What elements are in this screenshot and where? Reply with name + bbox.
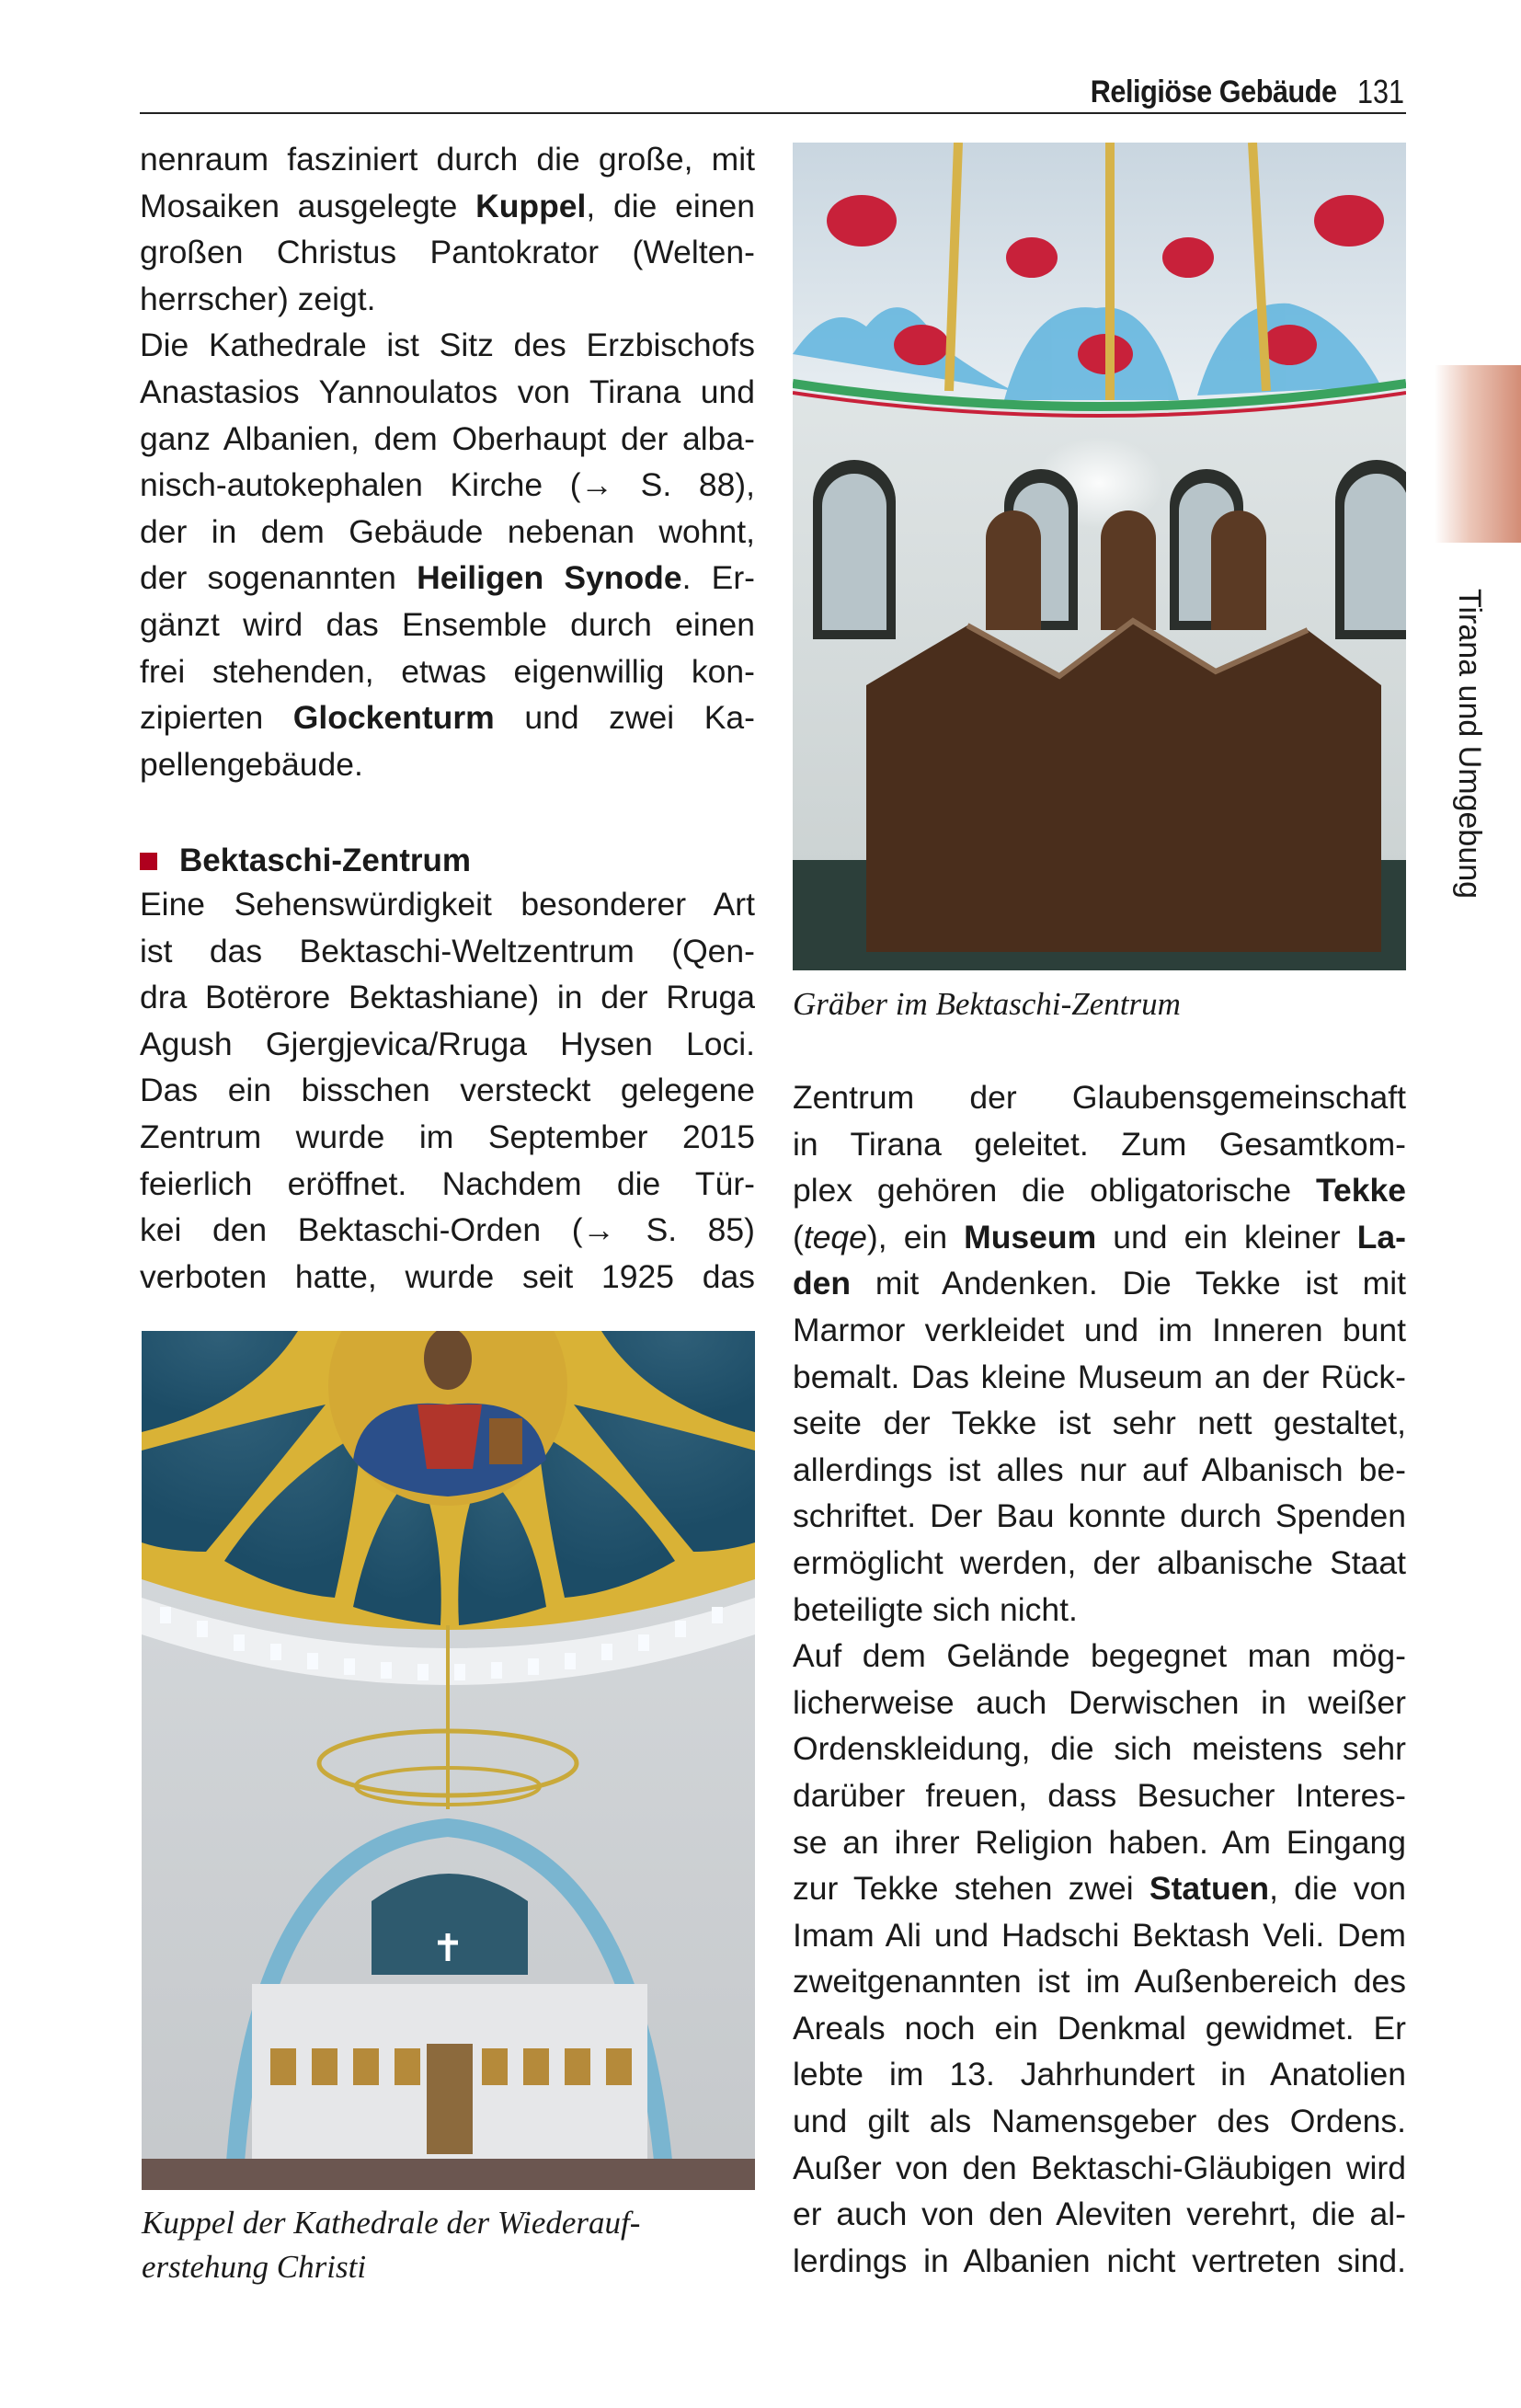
running-header-title: Religiöse Gebäude	[1091, 75, 1337, 109]
text-run: Zentrum der Glaubensgemeinschaft	[793, 1079, 1406, 1116]
left-column-text-part2	[140, 881, 755, 1300]
text-run: Mosaiken ausgelegte	[140, 187, 476, 224]
bold-keyword: Tekke	[1315, 1172, 1406, 1210]
bold-keyword: Museum	[964, 1218, 1097, 1256]
text-run: großen Christus Pantokrator (Welten-	[140, 234, 755, 271]
text-line	[793, 2238, 1406, 2285]
text-run: se an ihrer Religion haben. Am Eingang	[793, 1823, 1406, 1861]
text-run: Ordenskleidung, die sich meistens sehr	[793, 1730, 1406, 1768]
text-line	[793, 1633, 1406, 1680]
text-line	[140, 1161, 755, 1208]
text-line	[793, 1400, 1406, 1447]
text-line	[793, 1167, 1406, 1214]
text-line	[140, 462, 755, 509]
text-line	[140, 602, 755, 648]
text-line	[140, 183, 755, 230]
text-line	[140, 1207, 755, 1254]
text-run: plex gehören die obligatorische	[793, 1172, 1316, 1210]
text-run: (	[793, 1218, 804, 1256]
text-run: Eine Sehenswürdigkeit besonderer Art	[140, 886, 755, 923]
dome-caption-line-2: erstehung Christi	[142, 2249, 367, 2285]
tombs-photo-caption: Gräber im Bektaschi-Zentrum	[793, 986, 1181, 1022]
text-run: herrscher) zeigt.	[140, 280, 376, 317]
text-line	[793, 1772, 1406, 1819]
text-line	[793, 2005, 1406, 2052]
text-run: pellengebäude.	[140, 745, 363, 783]
text-line	[793, 1587, 1406, 1634]
text-run: und gilt als Namensgeber des Ordens.	[793, 2103, 1406, 2140]
bold-keyword: den	[793, 1265, 852, 1302]
section-heading-bektaschi	[140, 839, 471, 883]
text-run: und zwei Ka-	[494, 699, 755, 737]
text-line	[793, 1819, 1406, 1866]
text-run: Zentrum wurde im September 2015	[140, 1118, 755, 1155]
text-run: Das ein bisschen versteckt gelegene	[140, 1072, 755, 1109]
text-line	[140, 694, 755, 741]
text-line	[140, 555, 755, 602]
text-line	[140, 741, 755, 788]
text-run: Anastasios Yannoulatos von Tirana und	[140, 373, 755, 410]
bold-keyword: Kuppel	[475, 187, 587, 224]
text-run: darüber freuen, dass Besucher Interes-	[793, 1776, 1406, 1814]
text-run: Marmor verkleidet und im Inneren bunt	[793, 1311, 1406, 1348]
bold-keyword: Statuen	[1149, 1870, 1270, 1908]
chapter-thumb-tab	[1435, 365, 1521, 543]
text-line	[140, 648, 755, 695]
chapter-side-label	[1447, 589, 1492, 938]
text-line	[140, 974, 755, 1021]
page-number: 131	[1356, 73, 1404, 110]
text-line	[793, 2098, 1406, 2145]
text-run: in Tirana geleitet. Zum Gesamtkom-	[793, 1125, 1406, 1163]
text-line	[793, 1074, 1406, 1121]
text-run: licherweise auch Derwischen in weißer	[793, 1683, 1406, 1721]
bold-keyword: La-	[1356, 1218, 1406, 1256]
text-run: nenraum fasziniert durch die große, mit	[140, 141, 755, 178]
text-run: zweitgenannten ist im Außenbereich des	[793, 1963, 1406, 2001]
text-run: ermöglicht werden, der albanische Staat	[793, 1543, 1406, 1581]
section-marker-square-icon	[140, 853, 157, 870]
text-run: Außer von den Bektaschi-Gläubigen wird	[793, 2149, 1406, 2186]
section-heading-text: Bektaschi-Zentrum	[179, 843, 472, 878]
text-line	[793, 1214, 1406, 1261]
chapter-side-label-text: Tirana und Umgebung	[1452, 589, 1487, 900]
text-run: nisch-autokephalen Kirche (→ S. 88),	[140, 466, 755, 504]
text-run: Areals noch ein Denkmal gewidmet. Er	[793, 2009, 1406, 2047]
text-line	[793, 2191, 1406, 2238]
left-column-text-part1	[140, 136, 755, 787]
text-line	[140, 1114, 755, 1161]
text-line	[793, 1354, 1406, 1401]
cathedral-dome-photo-graphic	[142, 1331, 755, 2190]
text-run: lebte im 13. Jahrhundert in Anatolien	[793, 2056, 1406, 2093]
text-line	[140, 1254, 755, 1301]
text-run: frei stehenden, etwas eigenwillig kon-	[140, 652, 755, 690]
text-line	[793, 1493, 1406, 1540]
text-line	[140, 881, 755, 928]
text-run: er auch von den Aleviten verehrt, die al-	[793, 2196, 1406, 2233]
text-line	[140, 416, 755, 463]
text-line	[793, 1540, 1406, 1587]
text-line	[140, 136, 755, 183]
text-line	[140, 928, 755, 975]
text-run: schriftet. Der Bau konnte durch Spenden	[793, 1497, 1406, 1535]
bold-keyword: Heiligen Synode	[417, 559, 682, 597]
text-run: , die einen	[586, 187, 755, 224]
text-run: ), ein	[866, 1218, 965, 1256]
text-run: und ein kleiner	[1096, 1218, 1357, 1256]
text-line	[793, 1865, 1406, 1912]
text-line	[793, 2145, 1406, 2192]
text-line	[140, 229, 755, 276]
italic-term: teqe	[803, 1218, 867, 1256]
text-run: verboten hatte, wurde seit 1925 das	[140, 1257, 755, 1295]
text-run: beteiligte sich nicht.	[793, 1590, 1078, 1628]
text-run: , die von	[1269, 1870, 1407, 1908]
text-line	[793, 1121, 1406, 1168]
text-run: kei den Bektaschi-Orden (→ S. 85)	[140, 1211, 755, 1249]
text-line	[140, 1021, 755, 1068]
tombs-photo-graphic	[793, 143, 1406, 970]
tombs-photo	[793, 143, 1406, 970]
text-line	[793, 1912, 1406, 1959]
text-run: ist das Bektaschi-Weltzentrum (Qen-	[140, 932, 755, 969]
text-line	[793, 1726, 1406, 1772]
text-run: ganz Albanien, dem Oberhaupt der alba-	[140, 419, 755, 457]
text-line	[793, 1680, 1406, 1726]
text-line	[793, 2051, 1406, 2098]
text-run: bemalt. Das kleine Museum an der Rück-	[793, 1358, 1406, 1395]
dome-caption-line-1: Kuppel der Kathedrale der Wiederauf-	[142, 2205, 641, 2241]
text-line	[793, 1307, 1406, 1354]
text-run: Agush Gjergjevica/Rruga Hysen Loci.	[140, 1025, 755, 1062]
bold-keyword: Glockenturm	[292, 699, 495, 737]
text-line	[793, 1447, 1406, 1494]
text-run: . Er-	[681, 559, 755, 597]
text-run: allerdings ist alles nur auf Albanisch be-	[793, 1451, 1406, 1488]
text-line	[793, 1958, 1406, 2005]
text-run: lerdings in Albanien nicht vertreten sind.	[793, 2242, 1406, 2279]
text-line	[140, 276, 755, 323]
text-run: der in dem Gebäude nebenan wohnt,	[140, 512, 755, 550]
cathedral-dome-photo	[142, 1331, 755, 2190]
text-line	[140, 322, 755, 369]
text-run: zipierten	[140, 699, 293, 737]
text-line	[140, 509, 755, 556]
text-line	[140, 1067, 755, 1114]
header-rule	[140, 112, 1406, 114]
text-line	[140, 369, 755, 416]
text-run: Die Kathedrale ist Sitz des Erzbischofs	[140, 327, 755, 364]
right-column-text	[793, 1074, 1406, 2284]
text-line	[793, 1260, 1406, 1307]
text-run: seite der Tekke ist sehr nett gestaltet,	[793, 1405, 1406, 1442]
text-run: zur Tekke stehen zwei	[793, 1870, 1149, 1908]
text-run: feierlich eröffnet. Nachdem die Tür-	[140, 1164, 755, 1202]
text-run: Imam Ali und Hadschi Bektash Veli. Dem	[793, 1916, 1406, 1954]
text-run: mit Andenken. Die Tekke ist mit	[851, 1265, 1406, 1302]
text-run: Auf dem Gelände begegnet man mög-	[793, 1637, 1406, 1675]
text-run: gänzt wird das Ensemble durch einen	[140, 605, 755, 643]
dome-photo-caption	[142, 2201, 755, 2289]
text-run: der sogenannten	[140, 559, 417, 597]
text-run: dra Botërore Bektashiane) in der Rruga	[140, 979, 755, 1016]
